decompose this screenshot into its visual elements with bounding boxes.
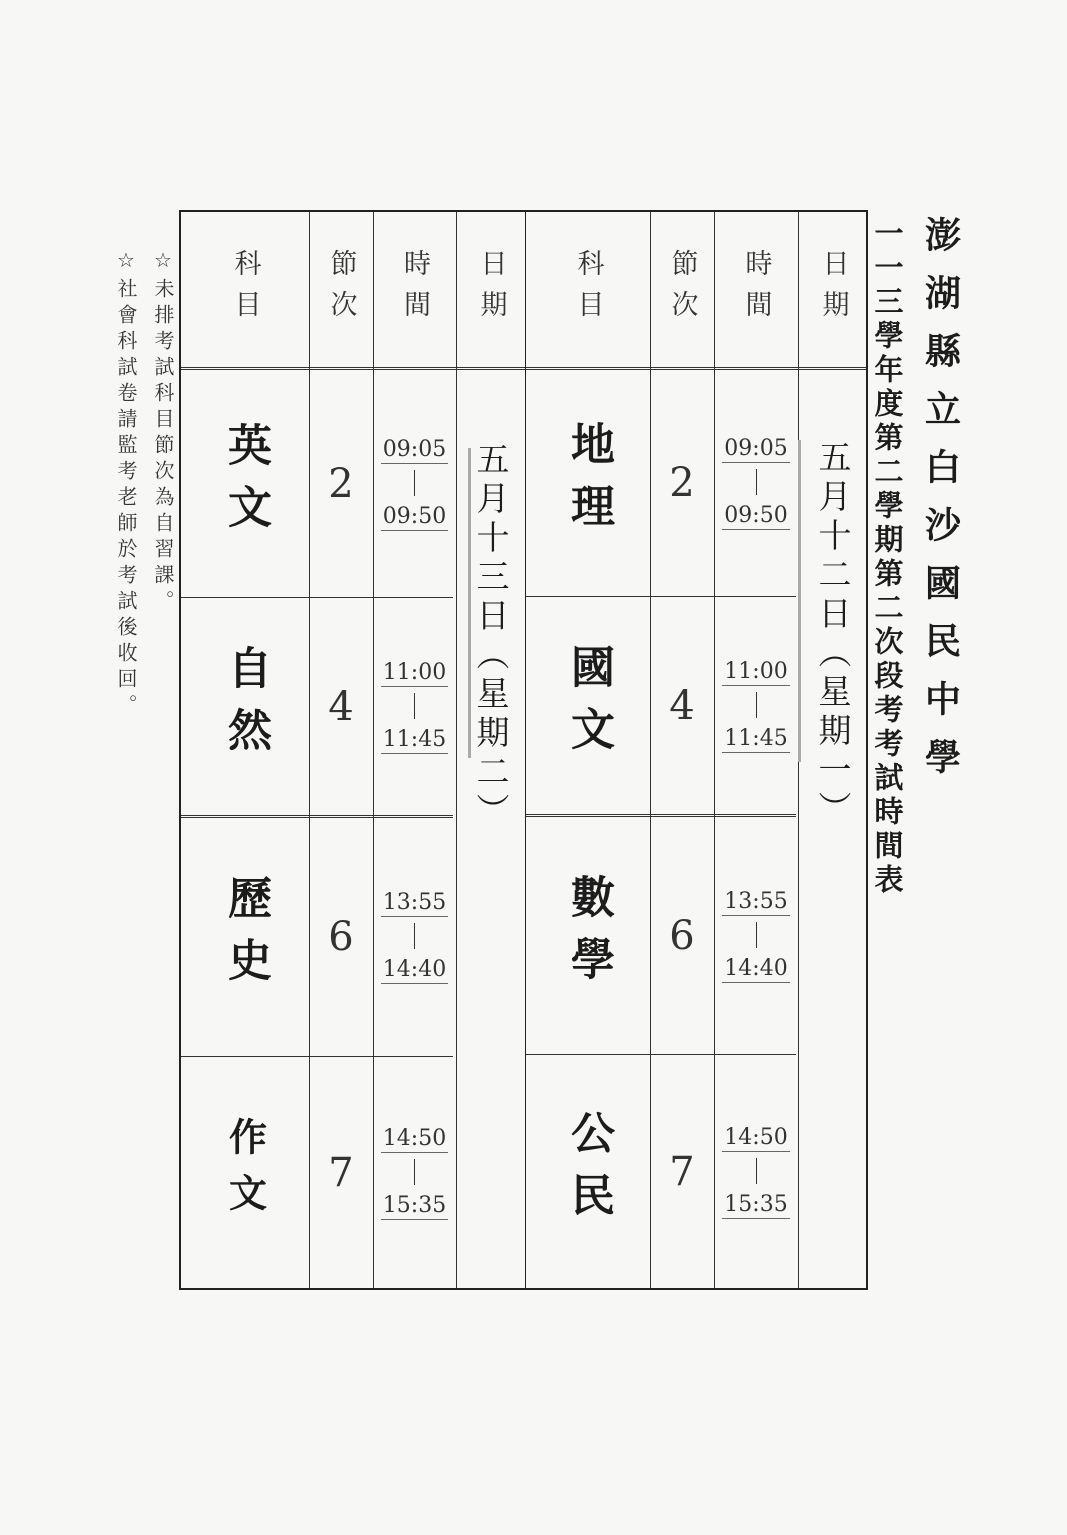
header-subject: 科目 — [572, 249, 604, 331]
header-period: 節次 — [666, 249, 698, 331]
note-social-papers: ☆社會科試卷請監考老師於考試後收回。 — [114, 248, 138, 720]
time-cell: 09:05 09:50 — [382, 436, 447, 529]
header-time: 時間 — [399, 249, 430, 331]
time-cell: 11:00 11:45 — [382, 659, 447, 752]
schedule-day-1 — [525, 210, 868, 1290]
header-period: 節次 — [325, 249, 357, 331]
header-date: 日期 — [475, 249, 507, 331]
period-cell: 2 — [328, 460, 354, 507]
time-cell: 11:00 11:45 — [724, 658, 788, 751]
subject-cell: 英文 — [220, 421, 271, 546]
period-cell: 2 — [669, 460, 695, 506]
time-cell: 09:05 09:50 — [724, 436, 788, 528]
header-subject: 科目 — [229, 249, 261, 331]
exam-title: 一一三學年度第二學期第二次段考考試時間表 — [870, 218, 905, 898]
header-date: 日期 — [817, 249, 849, 331]
period-cell: 6 — [328, 914, 354, 960]
subject-cell: 公民 — [563, 1109, 614, 1234]
exam-date: 五月十二日（星期一） — [813, 440, 853, 830]
exam-date: 五月十三日（星期二） — [471, 442, 511, 832]
header-time: 時間 — [740, 249, 772, 331]
school-name: 澎湖縣立白沙國民中學 — [919, 216, 961, 796]
subject-cell: 作文 — [222, 1116, 267, 1229]
period-cell: 4 — [328, 683, 354, 730]
time-cell: 13:55 14:40 — [382, 890, 447, 982]
subject-cell: 自然 — [220, 644, 271, 769]
time-cell: 14:50 15:35 — [382, 1125, 447, 1218]
time-cell: 14:50 15:35 — [724, 1124, 788, 1217]
period-cell: 6 — [669, 912, 695, 959]
time-cell: 13:55 14:40 — [724, 888, 788, 981]
subject-cell: 國文 — [563, 643, 614, 768]
schedule-day-2 — [179, 210, 526, 1290]
subject-cell: 數學 — [563, 873, 614, 998]
note-self-study: ☆未排考試科目節次為自習課。 — [151, 248, 175, 616]
period-cell: 7 — [328, 1149, 354, 1196]
subject-cell: 地理 — [563, 421, 614, 545]
period-cell: 4 — [669, 682, 695, 729]
subject-cell: 歷史 — [220, 875, 271, 999]
period-cell: 7 — [669, 1148, 695, 1195]
